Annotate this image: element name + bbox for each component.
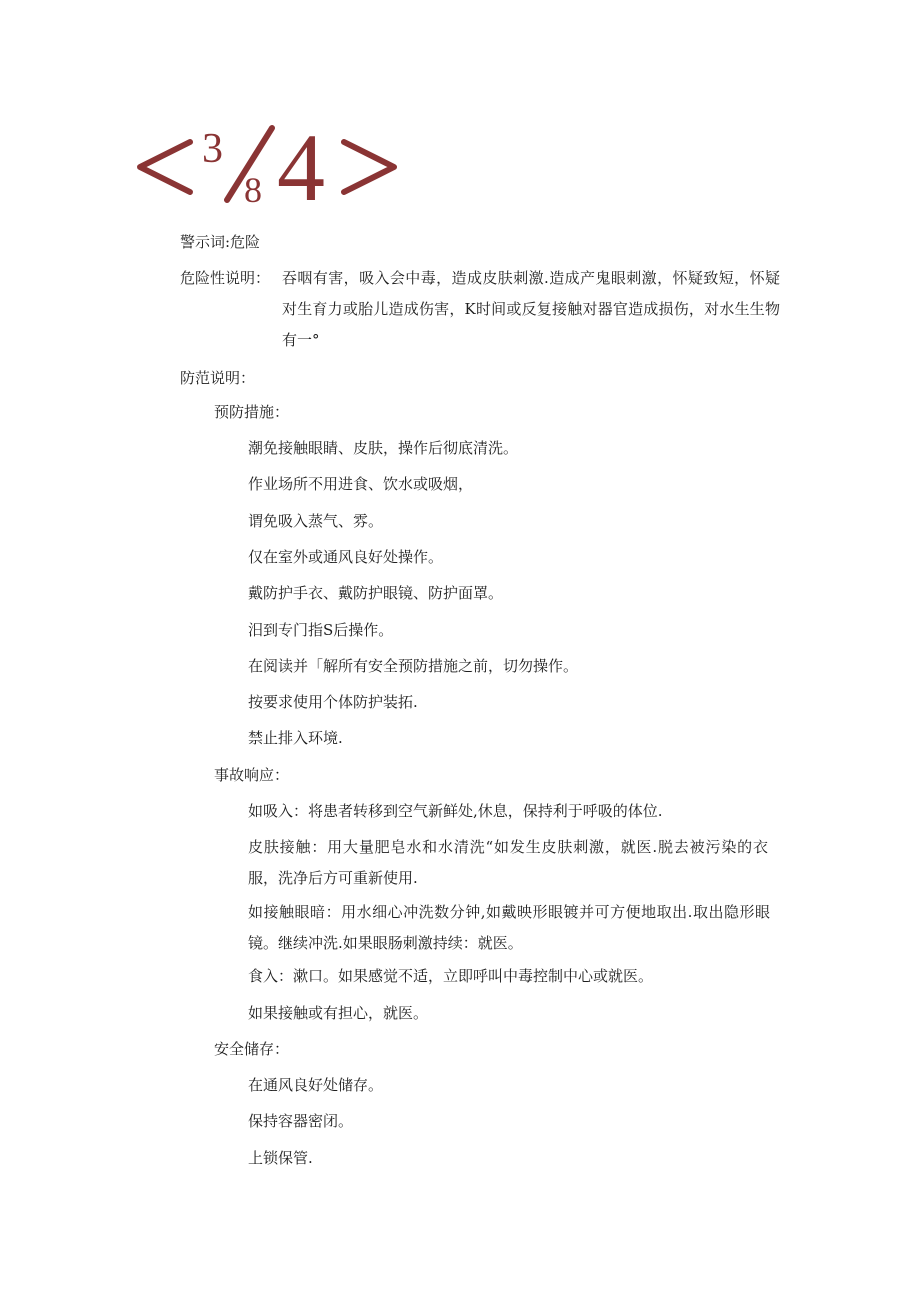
prevention-item: 按要求使用个体防护装拓. bbox=[248, 693, 418, 711]
response-item: 皮肤接触：用大量肥皂水和水清洗“如发生皮肤刺激，就医.脱去被污染的衣服，洗净后方可重新使用. bbox=[248, 838, 768, 887]
response-item: 如果接触或有担心，就医。 bbox=[248, 1004, 429, 1022]
prevention-item: 仅在室外或通风良好处操作。 bbox=[248, 548, 444, 566]
prevention-item: 戴防护手衣、戴防护眼镜、防护面罩。 bbox=[248, 584, 504, 602]
svg-text:8: 8 bbox=[244, 170, 262, 208]
storage-item: 保持容器密闭。 bbox=[248, 1112, 354, 1130]
prevention-item: 在阅读并「解所有安全预防措施之前，切勿操作。 bbox=[248, 657, 579, 675]
response-label: 事故响应： bbox=[214, 766, 290, 784]
svg-text:4: 4 bbox=[277, 122, 325, 208]
prevention-item: 谓免吸入蒸气、雰。 bbox=[248, 512, 384, 530]
hazard-text: 吞咽有害，吸入会中毒，造成皮肤刺激.造成产鬼眼刺激，怀疑致短，怀疑对生育力或胎儿造成伤害，K时间或反复接触对器官造成损伤，对水生生物有一° bbox=[282, 269, 780, 349]
svg-text:3: 3 bbox=[202, 126, 223, 172]
prevention-item: 潮免接触眼睛、皮肤，操作后彻底清洗。 bbox=[248, 439, 519, 457]
response-item: 如吸入：将患者转移到空气新鲜处,休息，保持利于呼吸的体位. bbox=[248, 802, 663, 820]
storage-item: 在通风良好处储存。 bbox=[248, 1076, 384, 1094]
prevention-item: 作业场所不用进食、饮水或吸烟， bbox=[248, 475, 474, 493]
hazard-label: 危险性说明： bbox=[180, 269, 271, 287]
response-item: 如接触眼暗：用水细心冲洗数分钟,如戴映形眼镀并可方便地取出.取出隐形眼镜。继续冲洗.如果眼肠刺激持续：就医。 bbox=[248, 903, 770, 952]
precaution-label: 防范说明： bbox=[180, 369, 256, 387]
storage-item: 上锁保管. bbox=[248, 1149, 313, 1167]
pictogram-logo bbox=[132, 122, 402, 208]
storage-label: 安全储存： bbox=[214, 1040, 290, 1058]
prevention-item: 禁止排入环境. bbox=[248, 729, 343, 747]
prevention-label: 预防措施： bbox=[214, 403, 290, 421]
response-item: 食入：漱口。如果感觉不适，立即呼叫中毒控制中心或就医。 bbox=[248, 967, 654, 985]
prevention-item: 汨到专门指S后操作。 bbox=[248, 621, 394, 639]
signal-word: 警示词:危险 bbox=[180, 233, 261, 251]
